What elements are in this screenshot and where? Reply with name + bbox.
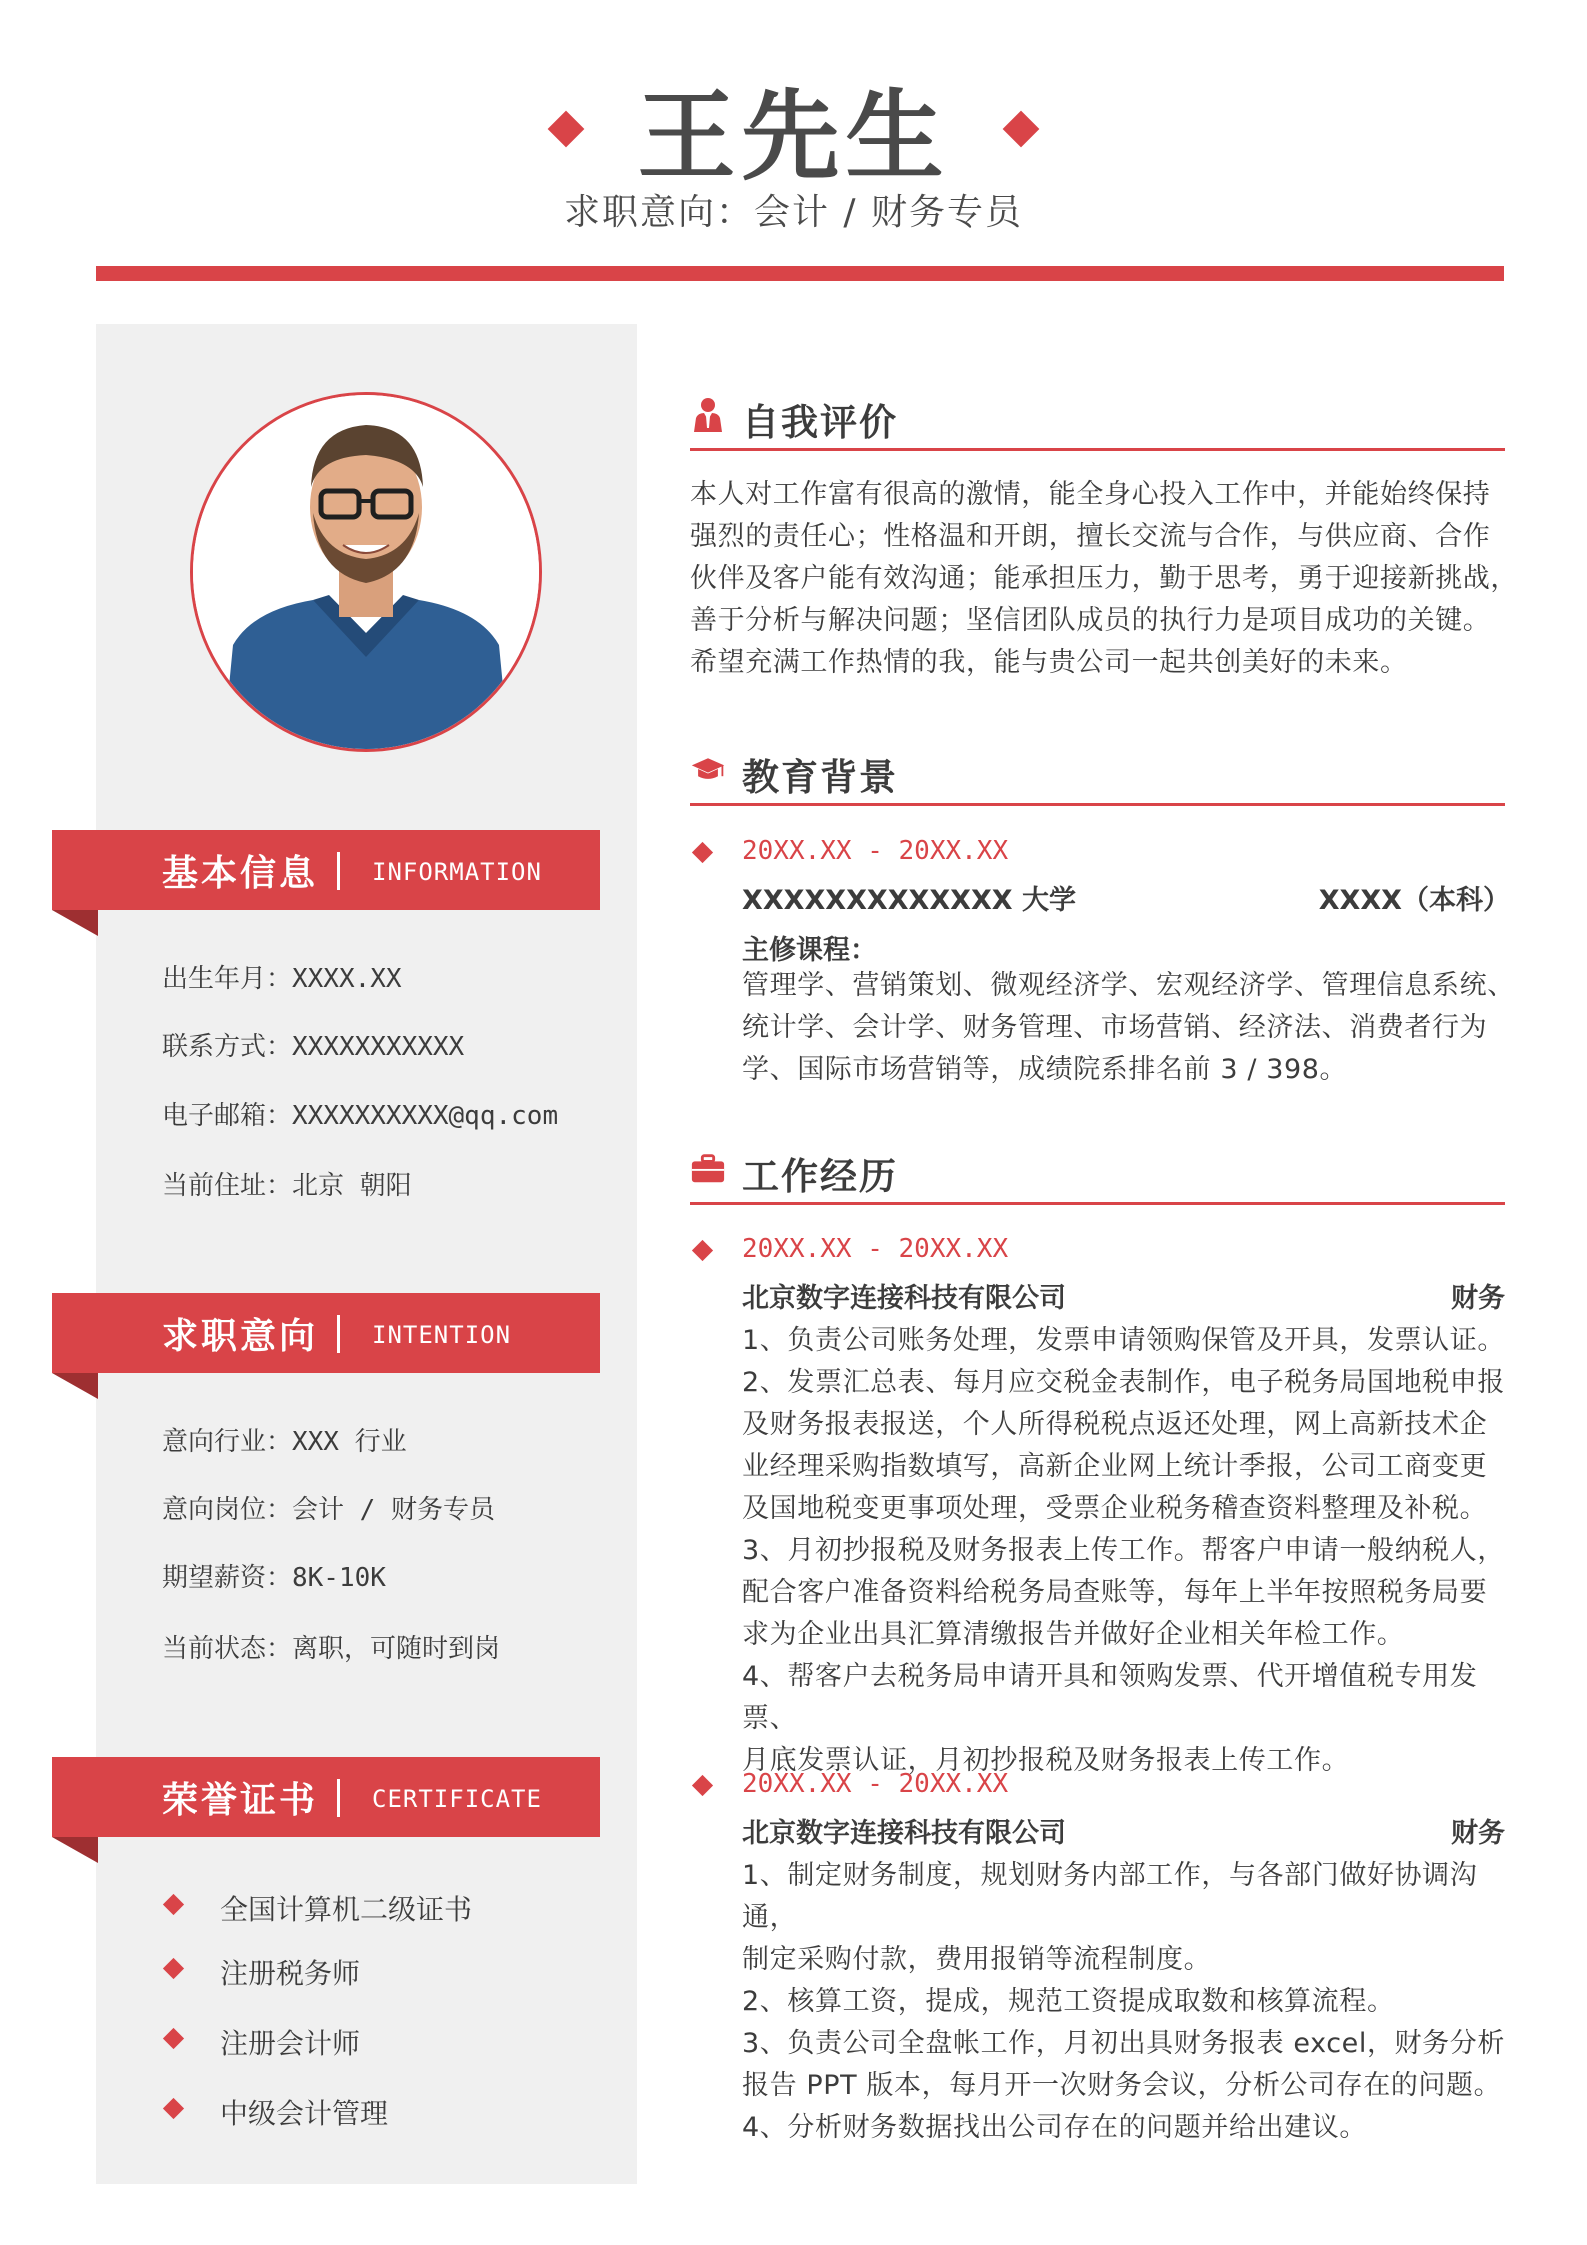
- section-header-education: [690, 733, 1505, 806]
- section-header-self-evaluation: [690, 378, 1505, 451]
- candidate-name: 王先生: [637, 80, 950, 194]
- text-line: 3、月初抄报税及财务报表上传工作。帮客户申请一般纳税人，: [742, 1535, 1505, 1566]
- section-title-en: CERTIFICATE: [372, 1785, 542, 1813]
- ribbon-fold: [52, 910, 98, 936]
- graduation-cap-icon: [690, 751, 726, 787]
- diamond-bullet-icon: [692, 1240, 713, 1261]
- text-line: 希望充满工作热情的我，能与贵公司一起共创美好的未来。: [690, 647, 1408, 678]
- text-line: 统计学、会计学、财务管理、市场营销、经济法、消费者行为: [742, 1012, 1488, 1043]
- text-line: 制定采购付款，费用报销等流程制度。: [742, 1944, 1212, 1975]
- certificate-name: 全国计算机二级证书: [220, 1893, 473, 1926]
- degree: XXXX（本科）: [1318, 885, 1510, 916]
- ribbon-fold: [52, 1837, 98, 1863]
- job-description: [742, 1855, 1532, 2149]
- self-evaluation-text: [690, 474, 1520, 684]
- section-header-certificate: [52, 1757, 600, 1837]
- text-line: 强烈的责任心；性格温和开朗，擅长交流与合作，与供应商、合作: [690, 521, 1491, 552]
- text-line: 求为企业出具汇算清缴报告并做好企业相关年检工作。: [742, 1619, 1405, 1650]
- name-row: [0, 58, 1587, 199]
- job-role: 财务: [1451, 1283, 1505, 1314]
- intention-position: 意向岗位：会计 / 财务专员: [162, 1495, 495, 1525]
- intention-salary: 期望薪资：8K-10K: [162, 1563, 386, 1593]
- person-icon: [690, 396, 726, 432]
- text-line: 业经理采购指数填写，高新企业网上统计季报，公司工商变更: [742, 1451, 1488, 1482]
- text-line: 1、负责公司账务处理，发票申请领购保管及开具，发票认证。: [742, 1325, 1505, 1356]
- ribbon-fold: [52, 1373, 98, 1399]
- text-line: 及国地税变更事项处理，受票企业税务稽查资料整理及补税。: [742, 1493, 1488, 1524]
- section-header-information: [52, 830, 600, 910]
- diamond-bullet-icon: [692, 1775, 713, 1796]
- job-role: 财务: [1451, 1818, 1505, 1849]
- text-line: 4、帮客户去税务局申请开具和领购发票、代开增值税专用发票、: [742, 1661, 1478, 1734]
- title-separator: [337, 1779, 340, 1817]
- text-line: 3、负责公司全盘帐工作，月初出具财务报表 excel，财务分析: [742, 2028, 1505, 2059]
- diamond-bullet-icon: [692, 842, 713, 863]
- diamond-left-icon: [548, 110, 585, 147]
- section-title-en: INFORMATION: [372, 858, 542, 886]
- text-line: 配合客户准备资料给税务局查账等，每年上半年按照税务局要: [742, 1577, 1488, 1608]
- section-title: 基本信息: [162, 853, 319, 894]
- certificate-name: 中级会计管理: [220, 2097, 389, 2130]
- company-name: 北京数字连接科技有限公司: [742, 1818, 1066, 1849]
- job-date: 20XX.XX - 20XX.XX: [742, 1234, 1009, 1264]
- section-title: 教育背景: [742, 756, 898, 799]
- job-description: [742, 1320, 1532, 1782]
- text-line: 管理学、营销策划、微观经济学、宏观经济学、管理信息系统、: [742, 970, 1515, 1001]
- intention-industry: 意向行业：XXX 行业: [162, 1427, 407, 1457]
- company-name: 北京数字连接科技有限公司: [742, 1283, 1066, 1314]
- section-header-intention: [52, 1293, 600, 1373]
- section-header-work: [690, 1132, 1505, 1205]
- certificate-name: 注册税务师: [220, 1957, 361, 1990]
- resume-header: [0, 0, 1587, 290]
- course-text: [742, 965, 1522, 1091]
- text-line: 4、分析财务数据找出公司存在的问题并给出建议。: [742, 2112, 1367, 2143]
- course-label: 主修课程：: [742, 935, 877, 966]
- text-line: 及财务报表报送，个人所得税税点返还处理，网上高新技术企: [742, 1409, 1488, 1440]
- header-divider: [96, 266, 1504, 281]
- job-date: 20XX.XX - 20XX.XX: [742, 1769, 1009, 1799]
- info-birth: 出生年月：XXXX.XX: [162, 964, 402, 994]
- title-separator: [337, 852, 340, 890]
- text-line: 伙伴及客户能有效沟通；能承担压力，勤于思考，勇于迎接新挑战，: [690, 563, 1518, 594]
- person-photo-icon: [193, 395, 539, 749]
- text-line: 2、核算工资，提成，规范工资提成取数和核算流程。: [742, 1986, 1395, 2017]
- info-address: 当前住址：北京 朝阳: [162, 1171, 412, 1201]
- info-email: 电子邮箱：XXXXXXXXXX@qq.com: [162, 1101, 559, 1131]
- job-intention-subtitle: 求职意向：会计 / 财务专员: [563, 192, 1024, 233]
- text-line: 月底发票认证，月初抄报税及财务报表上传工作。: [742, 1745, 1350, 1776]
- section-title: 荣誉证书: [162, 1780, 319, 1821]
- school-name: XXXXXXXXXXXXX 大学: [742, 885, 1077, 916]
- diamond-right-icon: [1002, 110, 1039, 147]
- text-line: 善于分析与解决问题；坚信团队成员的执行力是项目成功的关键。: [690, 605, 1491, 636]
- section-title: 求职意向: [162, 1316, 319, 1357]
- text-line: 报告 PPT 版本，每月开一次财务会议，分析公司存在的问题。: [742, 2070, 1502, 2101]
- education-date: 20XX.XX - 20XX.XX: [742, 836, 1009, 866]
- info-phone: 联系方式：XXXXXXXXXXX: [162, 1032, 465, 1062]
- text-line: 1、制定财务制度，规划财务内部工作，与各部门做好协调沟通，: [742, 1860, 1478, 1933]
- section-title: 工作经历: [742, 1155, 898, 1198]
- title-separator: [337, 1315, 340, 1353]
- text-line: 2、发票汇总表、每月应交税金表制作，电子税务局国地税申报: [742, 1367, 1505, 1398]
- text-line: 学、国际市场营销等，成绩院系排名前 3 / 398。: [742, 1054, 1348, 1085]
- briefcase-icon: [690, 1150, 726, 1186]
- section-title: 自我评价: [742, 401, 898, 444]
- certificate-name: 注册会计师: [220, 2027, 361, 2060]
- text-line: 本人对工作富有很高的激情，能全身心投入工作中，并能始终保持: [690, 479, 1491, 510]
- intention-status: 当前状态：离职，可随时到岗: [162, 1634, 501, 1664]
- section-title-en: INTENTION: [372, 1321, 512, 1349]
- avatar: [190, 392, 542, 752]
